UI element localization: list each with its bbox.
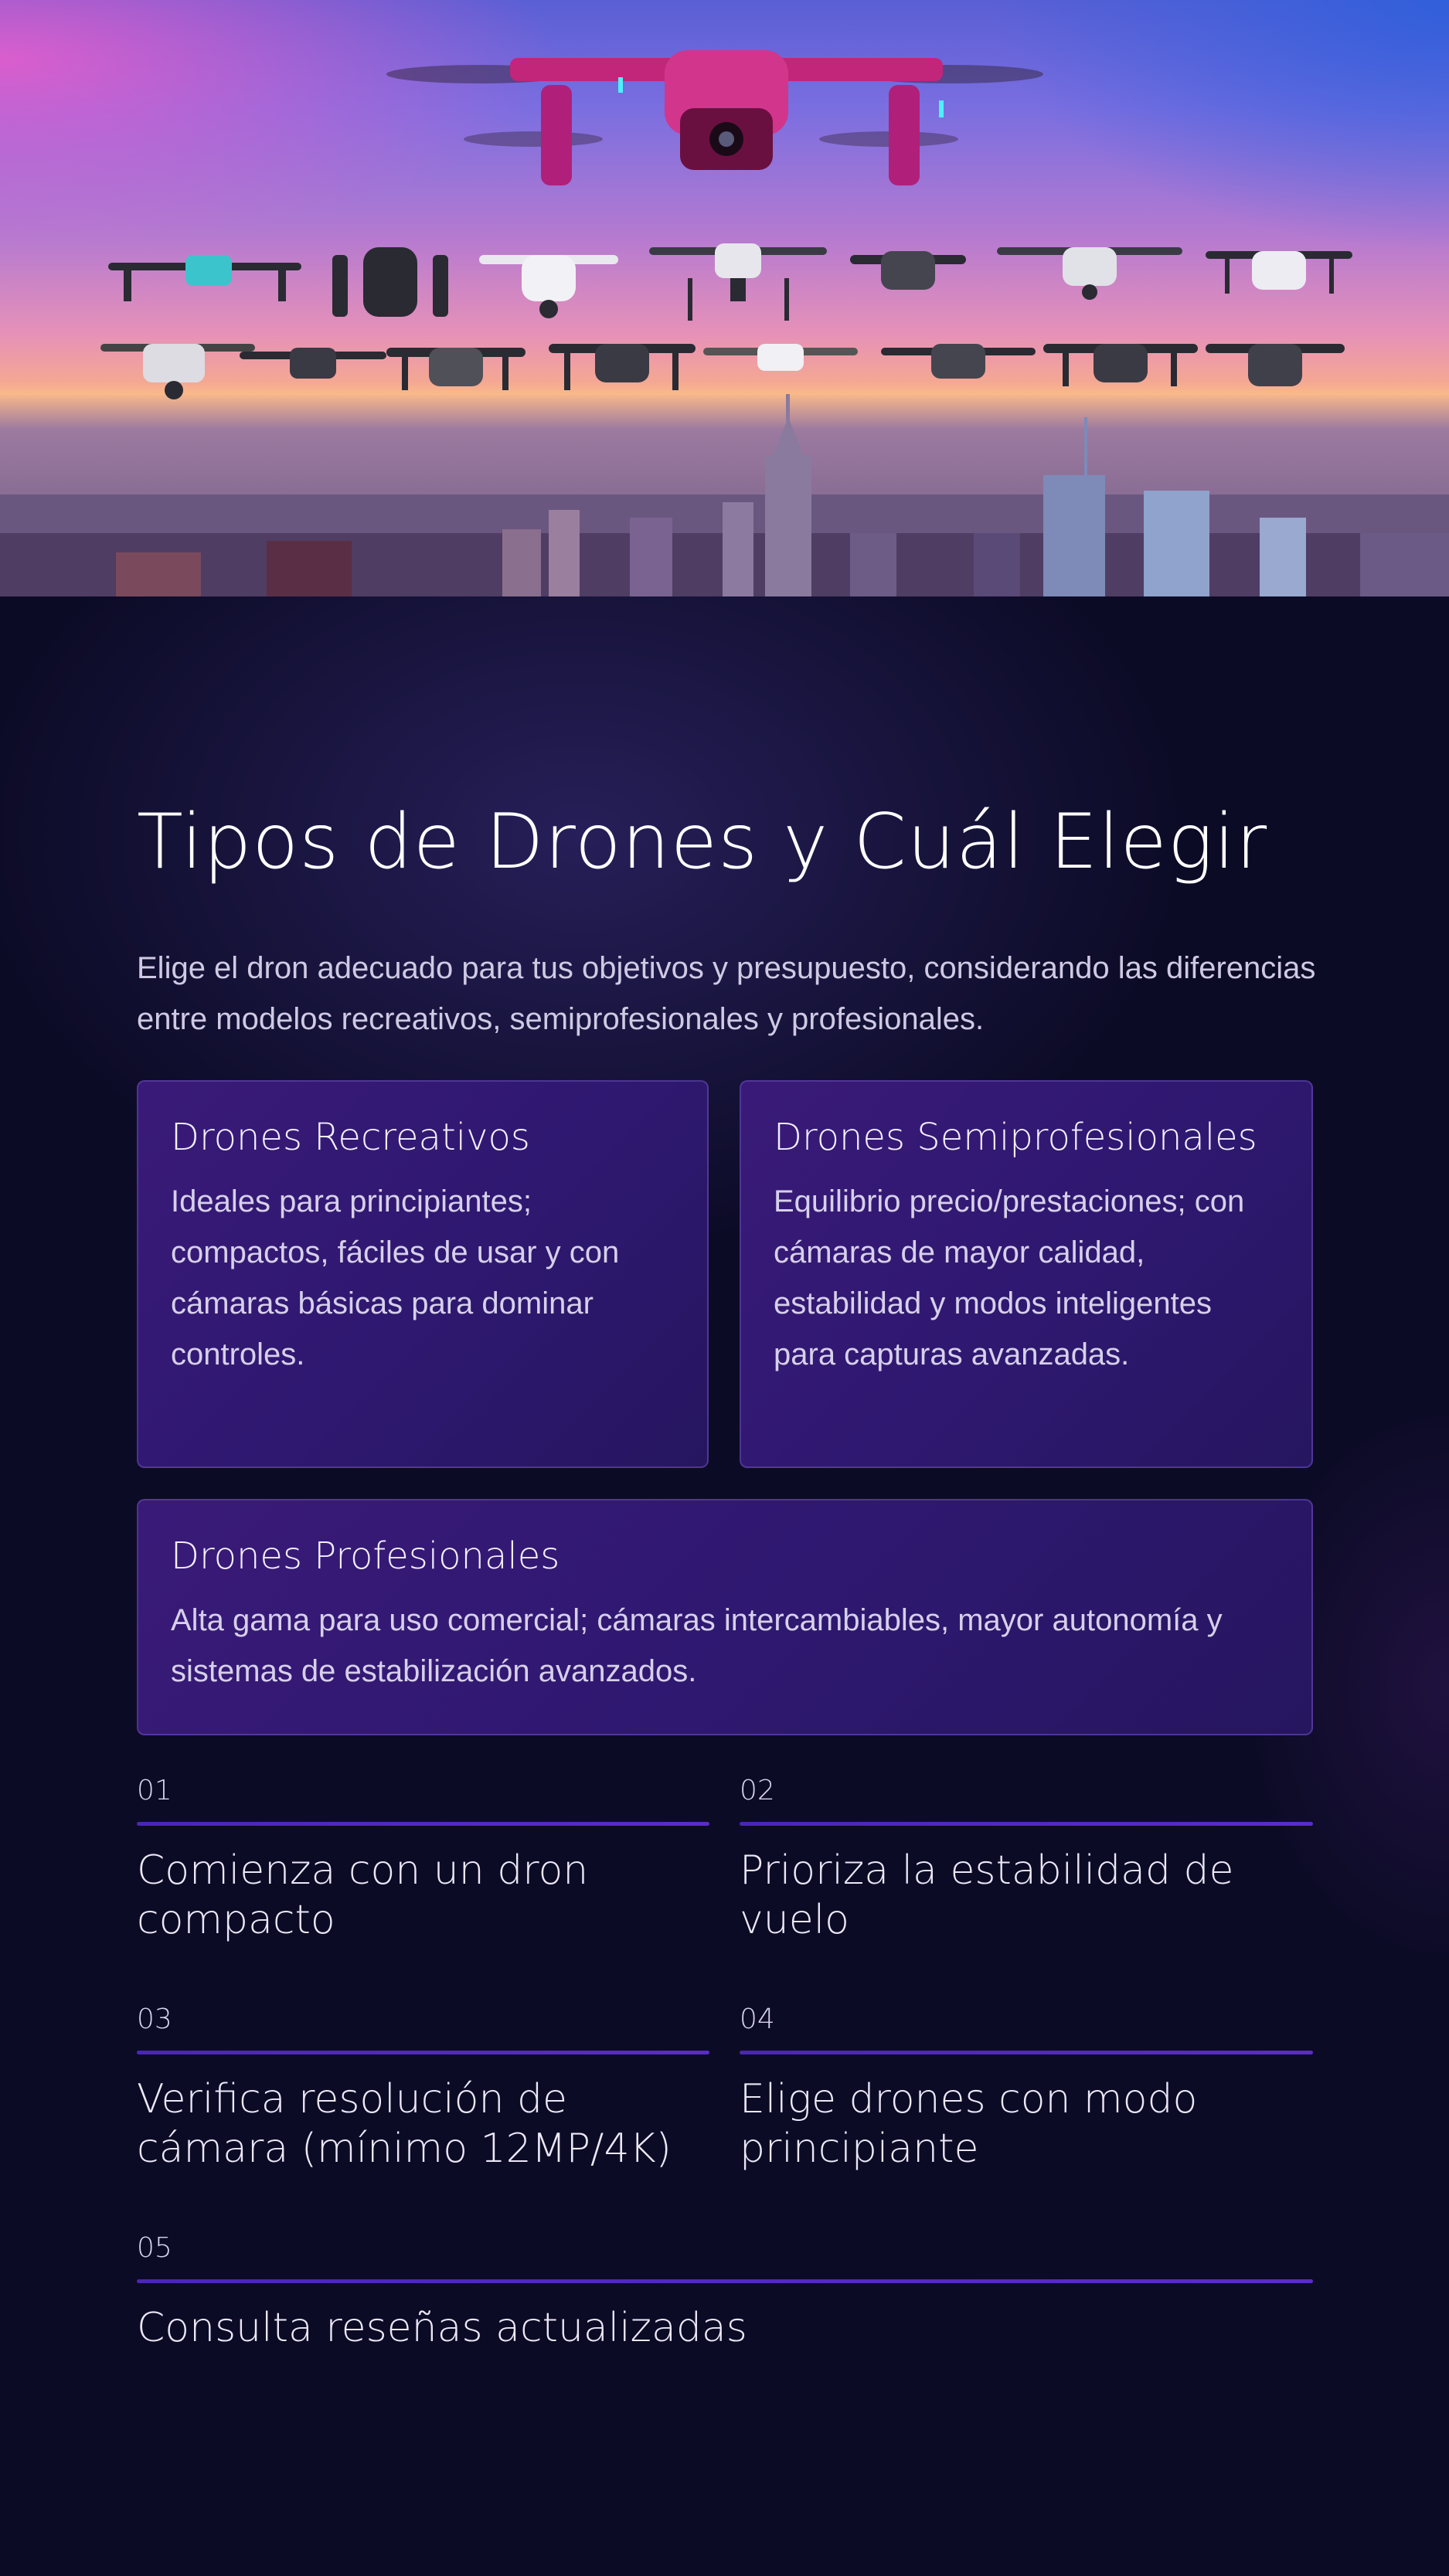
tip-label: Consulta reseñas actualizadas <box>137 2305 747 2351</box>
hero-image <box>0 0 1449 596</box>
tip-divider <box>137 1822 709 1826</box>
tip-item <box>740 2003 1313 2173</box>
tip-number: 03 <box>137 2003 172 2035</box>
drones-over-city-illustration <box>0 0 1449 596</box>
tip-number: 01 <box>137 1775 172 1806</box>
card-text: Alta gama para uso comercial; cámaras intercambiables, mayor autonomía y sistemas de estabilización avanzados. <box>171 1603 1223 1688</box>
drone-row-2 <box>100 344 1345 399</box>
tip-item <box>740 1774 1313 1945</box>
tip-divider <box>137 2279 1313 2283</box>
card-semiprofessional-drones <box>740 1080 1313 1468</box>
card-recreational-drones <box>137 1080 709 1468</box>
city-skyline <box>0 394 1449 596</box>
intro-paragraph: Elige el dron adecuado para tus objetivos y presupuesto, considerando las diferencias entre modelos recreativos, semiprofesionales y profesionales. <box>137 951 1316 1036</box>
tip-label: Elige drones con modo principiante <box>740 2076 1198 2172</box>
tip-item <box>137 2231 1313 2353</box>
tip-divider <box>137 2051 709 2054</box>
tip-number: 02 <box>740 1775 775 1806</box>
card-professional-drones <box>137 1499 1313 1735</box>
card-title: Drones Profesionales <box>171 1534 560 1578</box>
page-title: Tipos de Drones y Cuál Elegir <box>137 798 1268 886</box>
card-title: Drones Semiprofesionales <box>774 1116 1257 1159</box>
drone-row-1 <box>108 243 1352 321</box>
tip-number: 04 <box>740 2003 775 2035</box>
card-text: Ideales para principiantes; compactos, fáciles de usar y con cámaras básicas para dominar controles. <box>171 1184 620 1371</box>
card-title: Drones Recreativos <box>171 1116 530 1159</box>
card-text: Equilibrio precio/prestaciones; con cámaras de mayor calidad, estabilidad y modos inteligentes para capturas avanzadas. <box>774 1184 1245 1371</box>
tip-label: Prioriza la estabilidad de vuelo <box>740 1847 1234 1943</box>
tip-item <box>137 2003 709 2173</box>
tip-label: Verifica resolución de cámara (mínimo 12MP/4K) <box>137 2076 672 2172</box>
tip-divider <box>740 1822 1313 1826</box>
tip-label: Comienza con un dron compacto <box>137 1847 589 1943</box>
tip-item <box>137 1774 709 1945</box>
tip-number: 05 <box>137 2232 172 2264</box>
hero-drone <box>386 50 1043 185</box>
tip-divider <box>740 2051 1313 2054</box>
